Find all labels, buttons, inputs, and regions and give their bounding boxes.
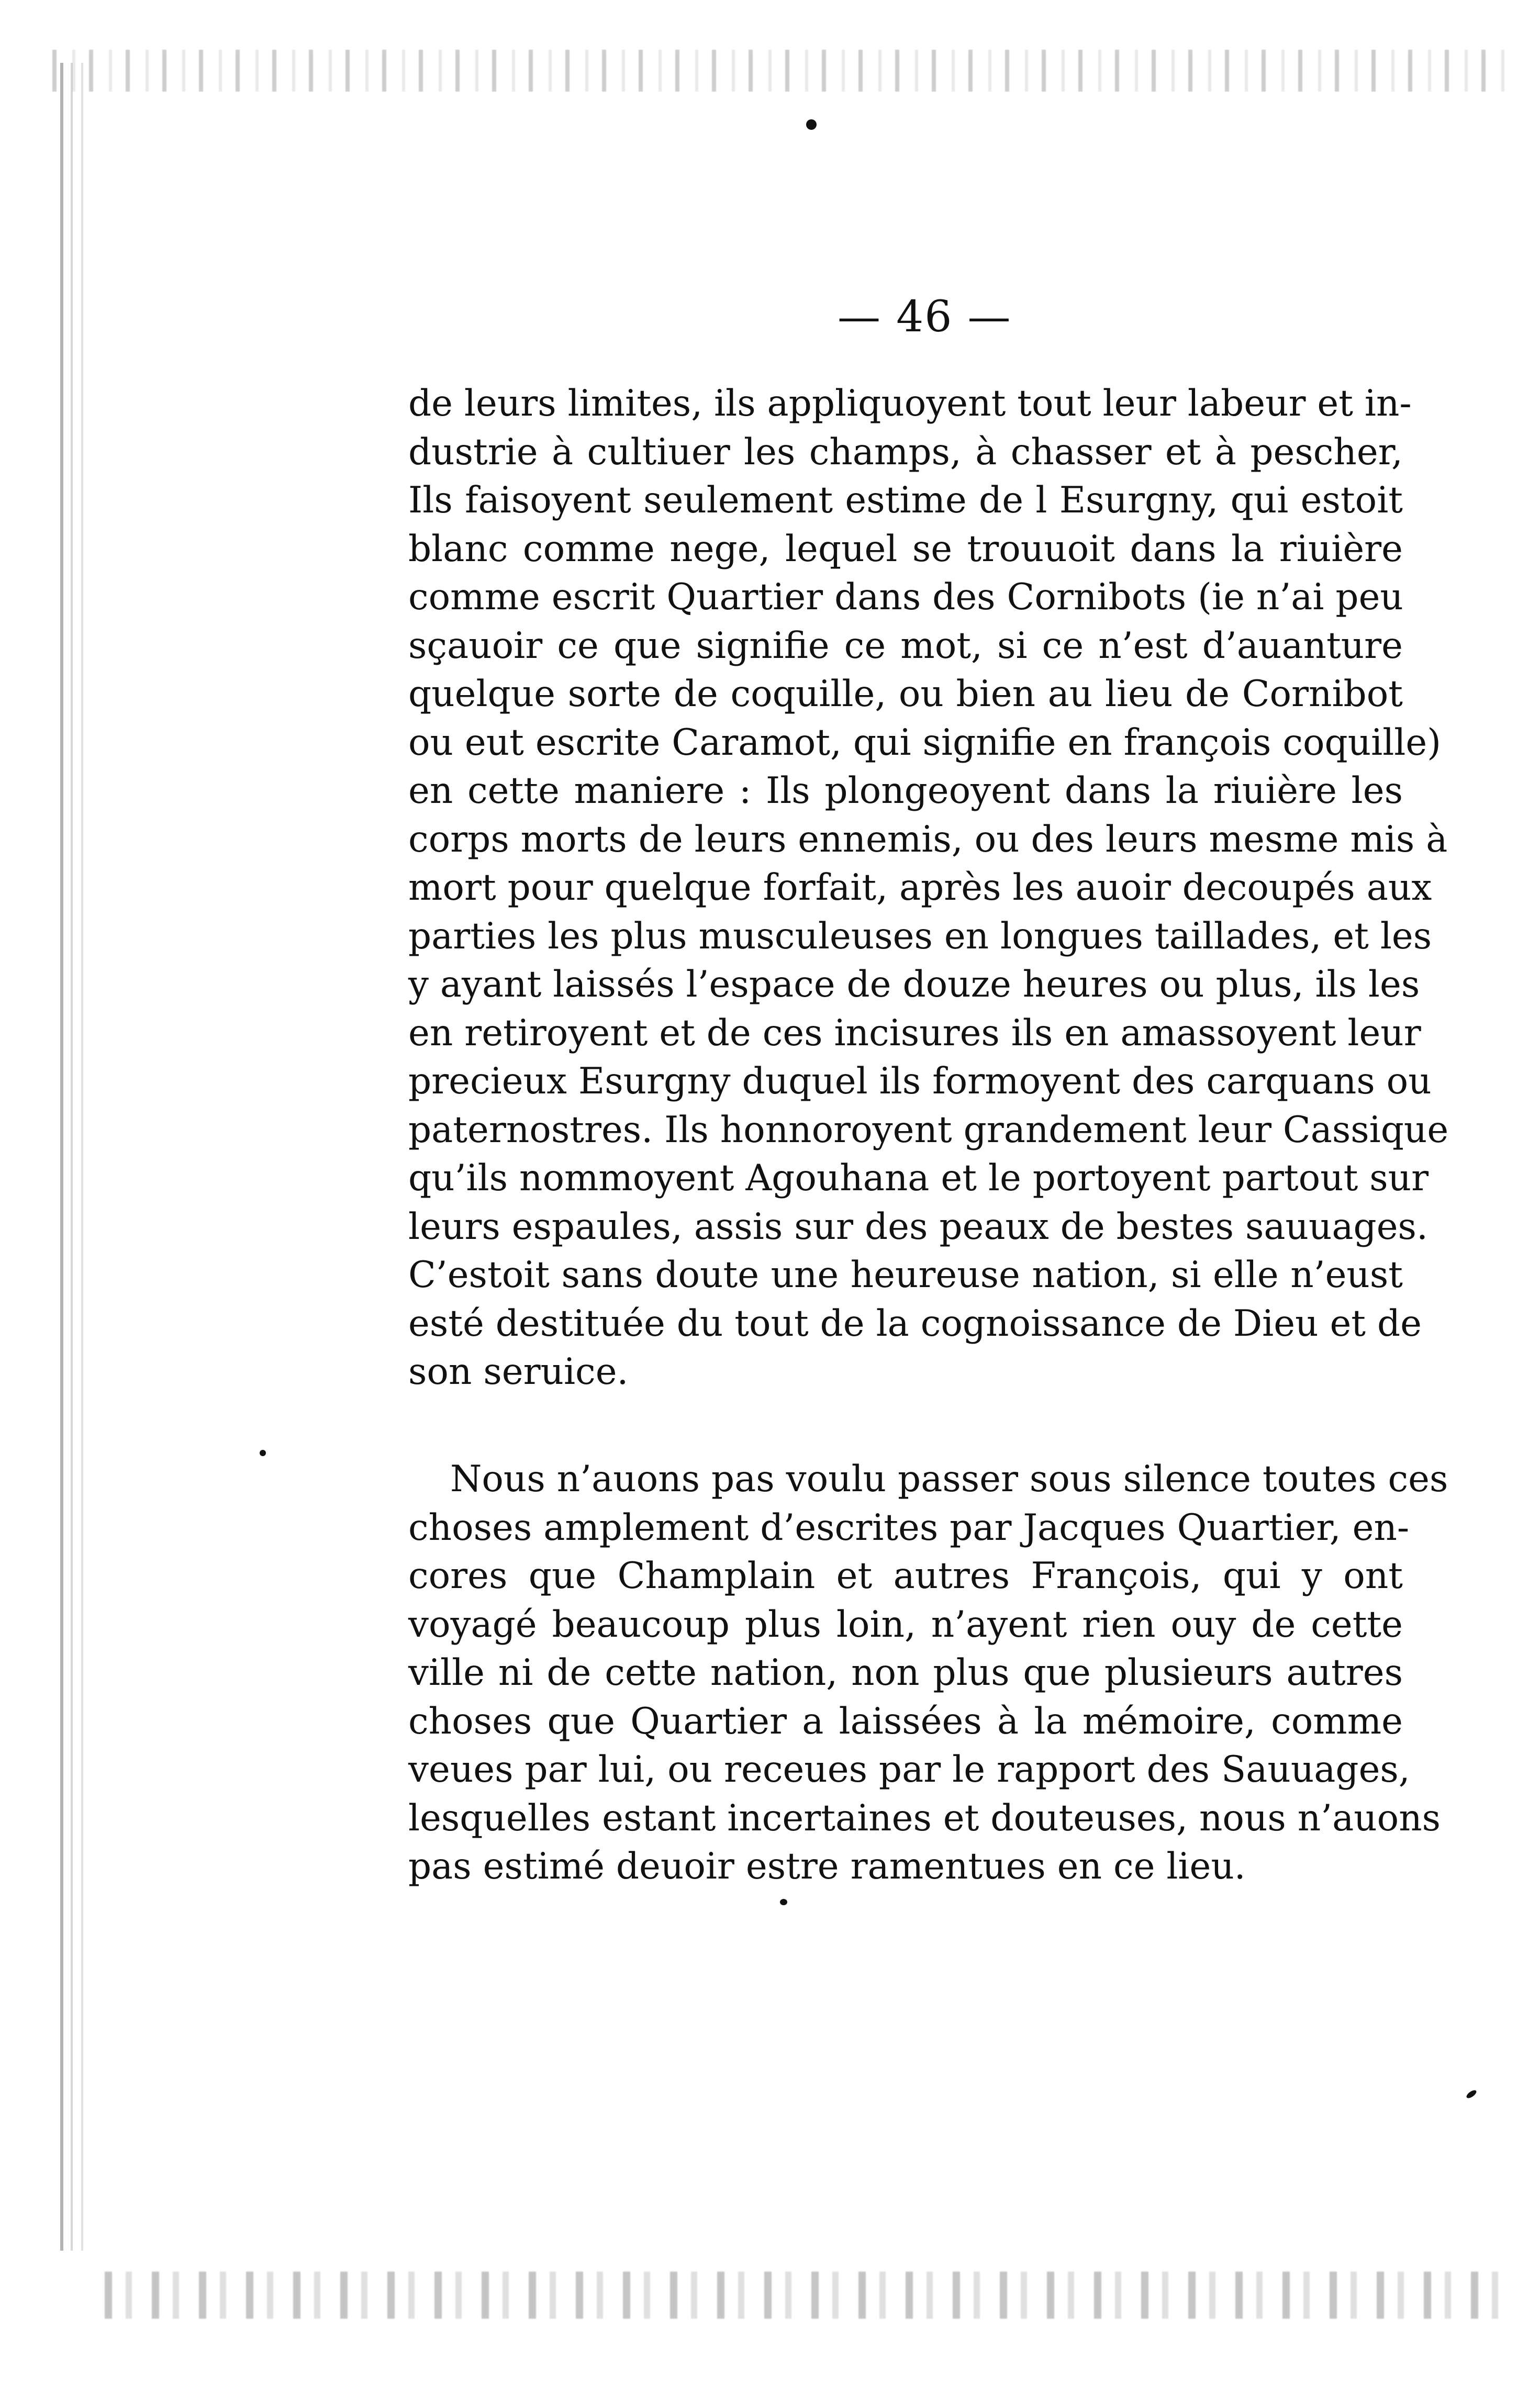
text-line: lesquelles estant incertaines et douteuses, nous n’auons (408, 1797, 1441, 1839)
text-line: paternostres. Ils honnoroyent grandement leur Cassique (408, 1109, 1449, 1151)
text-line: pas estimé deuoir estre ramentues en ce lieu. (408, 1846, 1246, 1887)
text-line: son seruice. (408, 1351, 629, 1393)
text-line: C’estoit sans doute une heureuse nation, si elle n’eust (408, 1254, 1403, 1296)
scan-speck (1465, 2089, 1478, 2100)
text-line: cores que Champlain et autres François, qui y ont (408, 1555, 1403, 1597)
scan-bottom-edge-noise (105, 2272, 1518, 2319)
text-line: blanc comme nege, lequel se trouuoit dans la riuière (408, 528, 1403, 570)
scan-top-edge-noise (52, 50, 1518, 92)
scan-left-edge-noise (60, 63, 89, 2251)
text-line: veues par lui, ou receues par le rapport des Sauuages, (408, 1749, 1410, 1791)
text-line: en cette maniere : Ils plongeoyent dans la riuière les (408, 770, 1403, 812)
text-line: esté destituée du tout de la cognoissance de Dieu et de (408, 1302, 1422, 1345)
text-line: y ayant laissés l’espace de douze heures ou plus, ils les (408, 964, 1420, 1005)
text-line: sçauoir ce que signifie ce mot, si ce n’est d’auanture (408, 624, 1403, 667)
text-line: comme escrit Quartier dans des Cornibots (ie n’ai peu (408, 576, 1403, 618)
text-line: mort pour quelque forfait, après les auoir decoupés aux (408, 867, 1432, 909)
page-number: — 46 — (838, 292, 1012, 342)
text-line: Ils faisoyent seulement estime de l Esurgny, qui estoit (408, 479, 1403, 521)
text-line: quelque sorte de coquille, ou bien au lieu de Cornibot (408, 673, 1403, 715)
text-line: parties les plus musculeuses en longues taillades, et les (408, 915, 1432, 957)
text-line: Nous n’auons pas voulu passer sous silence toutes ces (450, 1458, 1448, 1500)
text-line: qu’ils nommoyent Agouhana et le portoyent partout sur (408, 1157, 1429, 1199)
paragraph-2 (408, 1455, 1448, 1891)
scan-speck (260, 1450, 266, 1456)
text-line: ou eut escrite Caramot, qui signifie en françois coquille) (408, 721, 1442, 764)
text-line: choses que Quartier a laissées à la mémoire, comme (408, 1700, 1403, 1742)
text-line: dustrie à cultiuer les champs, à chasser et à pescher, (408, 431, 1403, 473)
text-line: precieux Esurgny duquel ils formoyent des carquans ou (408, 1060, 1432, 1102)
text-line: voyagé beaucoup plus loin, n’ayent rien ouy de cette (408, 1603, 1403, 1646)
text-line: de leurs limites, ils appliquoyent tout leur labeur et in- (408, 383, 1412, 424)
scan-speck (806, 119, 817, 130)
text-line: leurs espaules, assis sur des peaux de bestes sauuages. (408, 1205, 1428, 1248)
scan-speck (780, 1899, 787, 1905)
text-line: choses amplement d’escrites par Jacques Quartier, en- (408, 1506, 1410, 1549)
paragraph-1 (408, 379, 1449, 1396)
text-line: corps morts de leurs ennemis, ou des leurs mesme mis à (408, 818, 1448, 860)
text-line: ville ni de cette nation, non plus que plusieurs autres (408, 1652, 1403, 1694)
text-line: en retiroyent et de ces incisures ils en amassoyent leur (408, 1012, 1421, 1054)
